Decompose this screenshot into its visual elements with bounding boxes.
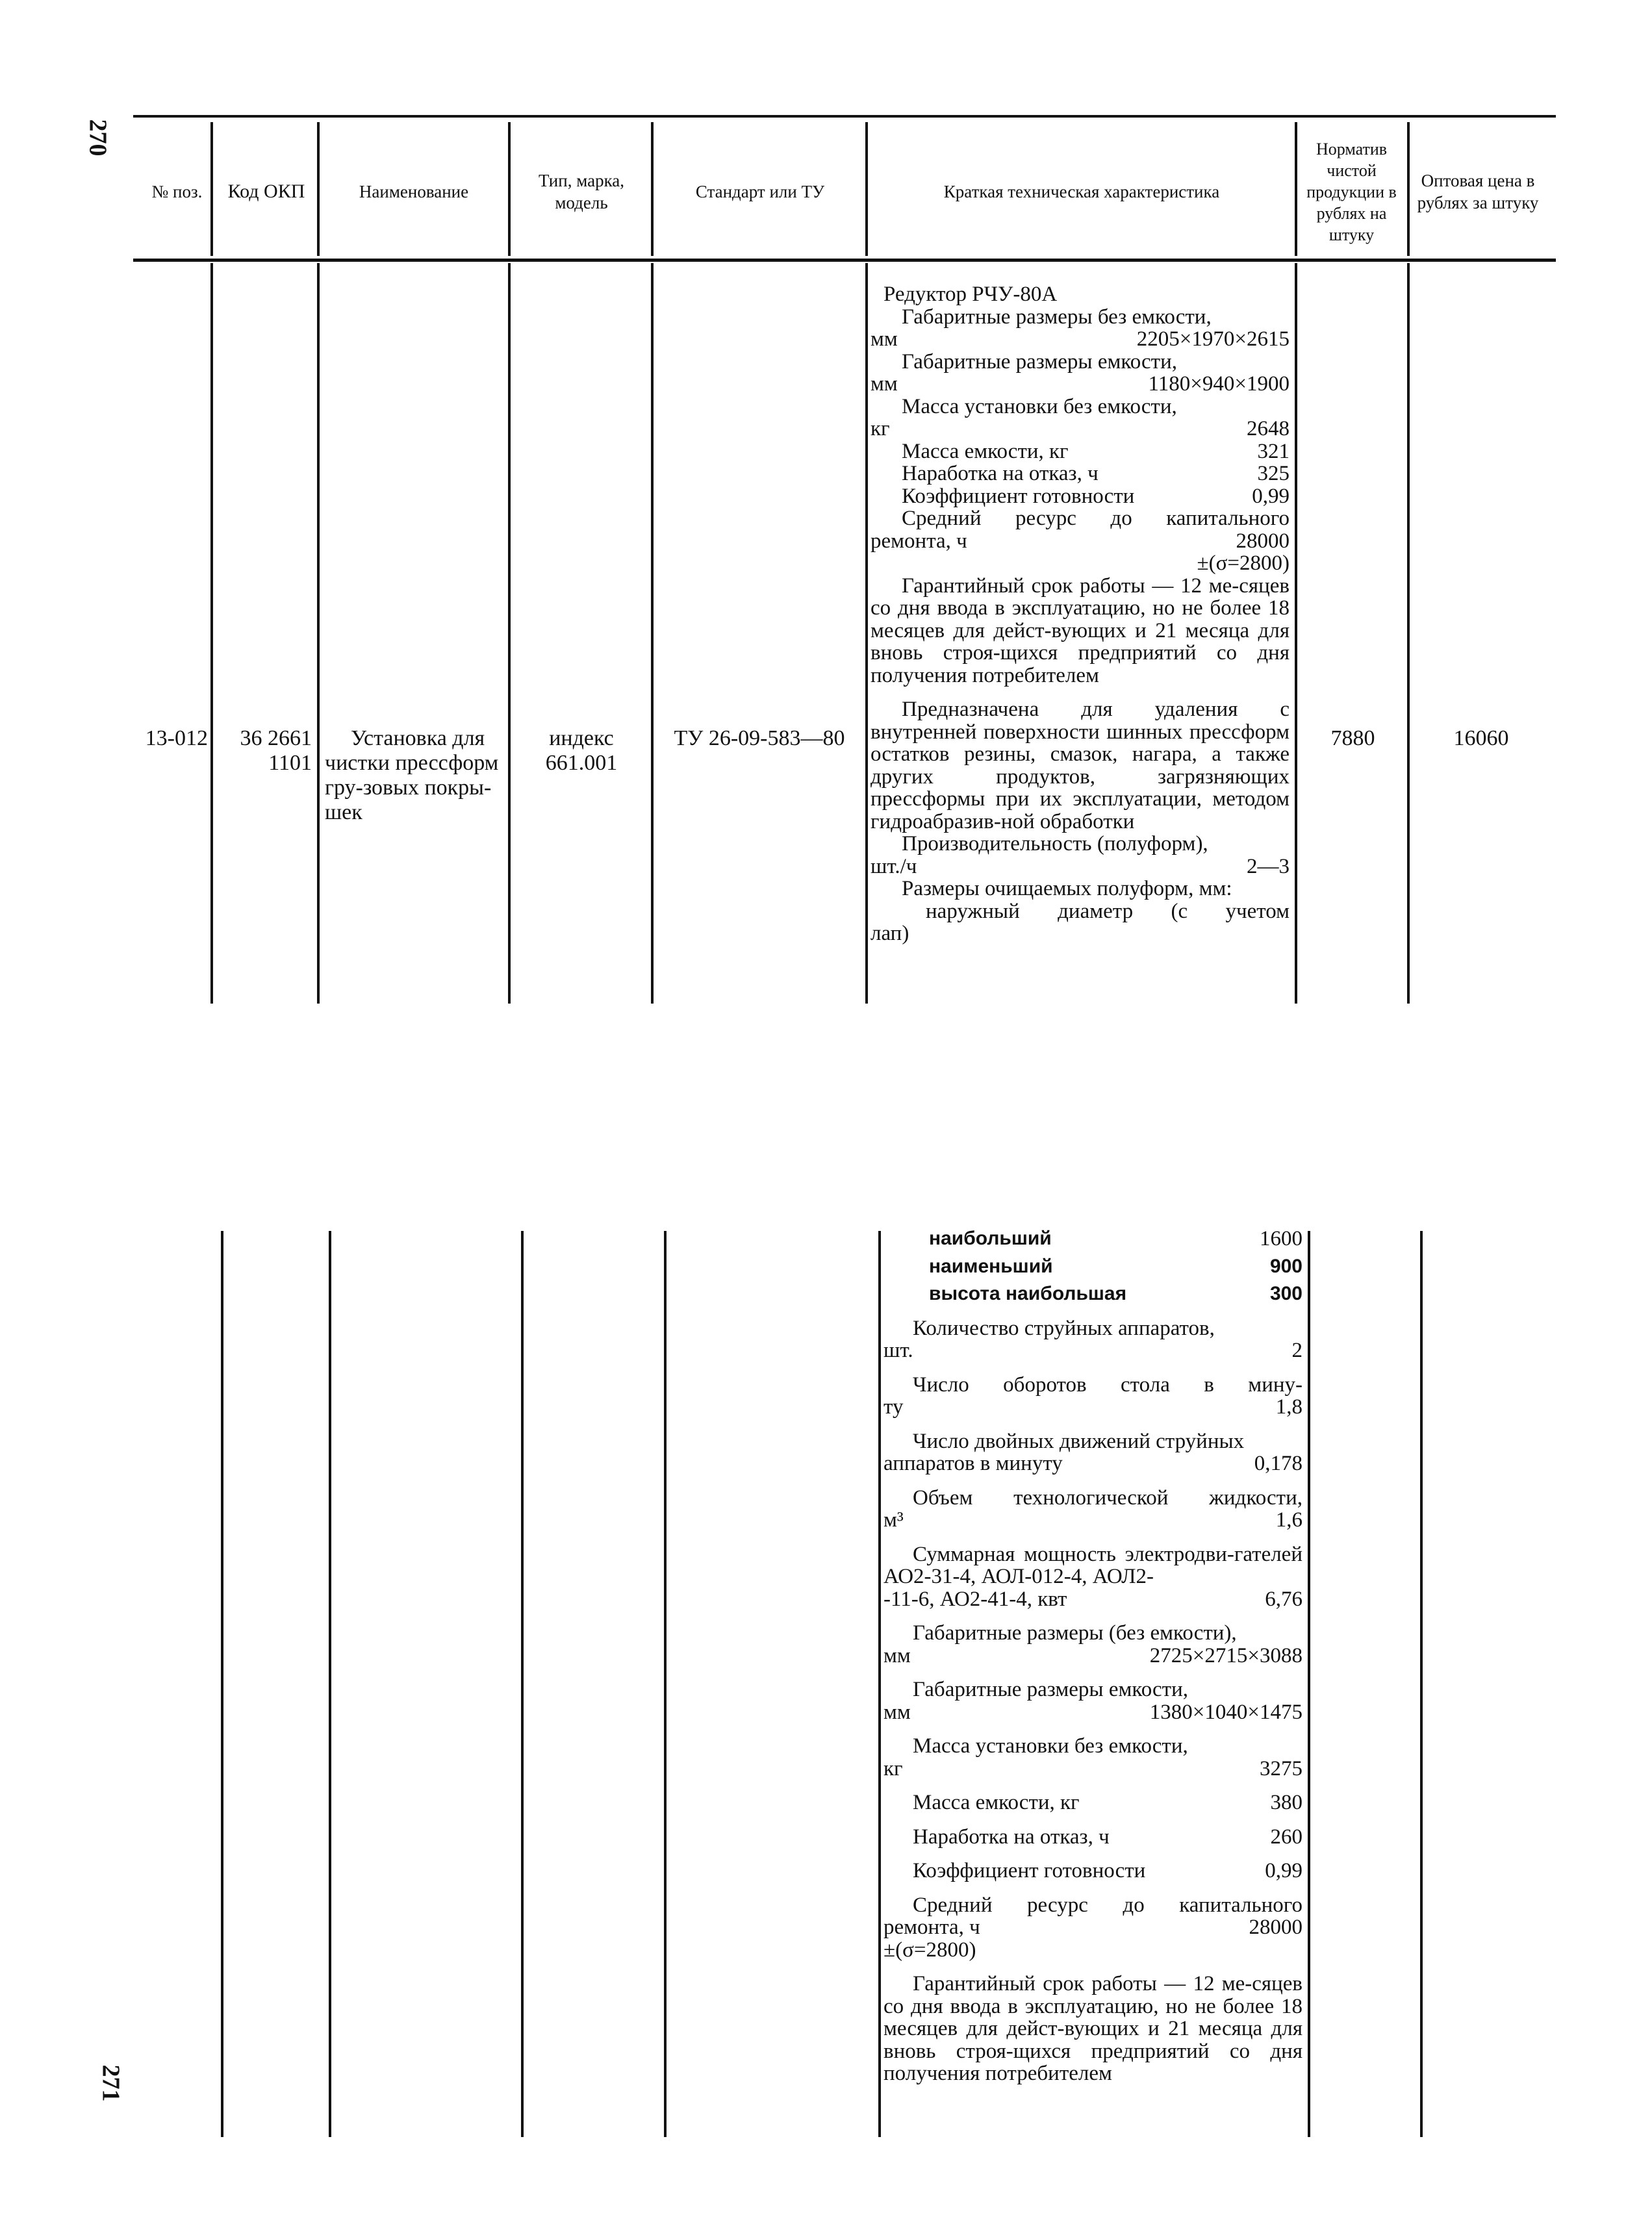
row-price: 16060 [1453,726,1509,750]
header-price: Оптовая цена в рублях за штуку [1417,171,1539,212]
spec-label: высота наибольшая [929,1283,1127,1304]
spec-paragraph: Суммарная мощность электродви-гателей АО2-31-4, АОЛ-012-4, АОЛ2- [883,1542,1303,1588]
spec-line: Габаритные размеры без емкости, [902,305,1212,329]
row-type-2: 661.001 [545,751,618,775]
row-name: Установка для чистки прессформ гру-зовых покры-шек [325,726,499,824]
spec-label: м³ [883,1508,904,1532]
spec-top [870,283,1290,945]
spec-label: Коэффициент готовности [902,484,1135,508]
table-header-rule [133,259,1556,262]
spec-line: наружный диаметр (с учетом [926,899,1290,923]
header-divider [1295,122,1297,256]
spec-value: 2 [1291,1339,1303,1362]
column-divider [1420,1231,1423,2137]
spec-line: Размеры очищаемых полуформ, мм: [902,877,1232,900]
spec-label: ремонта, ч [870,529,967,553]
spec-value: 380 [1270,1791,1303,1814]
header-standard: Стандарт или ТУ [695,182,825,201]
spec-line: лап) [870,922,909,945]
spec-value: 1,8 [1275,1395,1303,1419]
spec-value: 0,178 [1254,1452,1303,1475]
spec-label: ту [883,1395,904,1419]
spec-value: 1380×1040×1475 [1149,1700,1303,1724]
spec-line: Число оборотов стола в мину- [913,1373,1303,1397]
spec-label: мм [883,1643,911,1667]
column-divider [651,263,654,1004]
header-num: № поз. [151,182,203,201]
spec-value: 2—3 [1247,854,1290,878]
spec-line: Масса установки без емкости, [902,394,1177,418]
column-divider [210,263,213,1004]
column-divider [317,263,320,1004]
spec-label: аппаратов в минуту [883,1452,1063,1475]
column-divider [221,1231,223,2137]
spec-line: Масса установки без емкости, [913,1734,1188,1758]
header-okp: Код ОКП [227,181,305,202]
spec-label: ремонта, ч [883,1916,980,1939]
spec-value: 6,76 [1265,1587,1303,1611]
spec-line: Средний ресурс до капитального [902,507,1290,530]
spec-value: 2205×1970×2615 [1136,327,1290,351]
column-divider [664,1231,667,2137]
header-spec: Краткая техническая характеристика [943,182,1220,201]
spec-label: Масса емкости, кг [913,1791,1080,1814]
spec-line: Объем технологической жидкости, [913,1486,1303,1510]
spec-label: мм [870,327,898,351]
spec-line: Число двойных движений струйных [913,1429,1245,1453]
header-divider [651,122,654,256]
spec-value: 300 [1269,1283,1303,1304]
column-divider [1295,263,1297,1004]
spec-value: 0,99 [1252,484,1290,508]
spec-value: 900 [1269,1255,1303,1277]
row-type-1: индекс [549,726,614,750]
spec-label: -11-6, АО2-41-4, квт [883,1587,1067,1611]
spec-value: 325 [1257,462,1290,485]
spec-line: Средний ресурс до капитального [913,1893,1303,1917]
spec-line: Габаритные размеры емкости, [902,349,1178,373]
row-okp-2: 1101 [268,751,312,775]
spec-label: Коэффициент готовности [913,1859,1146,1882]
spec-paragraph: Гарантийный срок работы — 12 ме-сяцев со дня ввода в эксплуатацию, но не более 18 месяцев для дейст-вующих и 21 месяца для вновь строя-щихся предприятий со дня получения потребителем [870,574,1290,687]
spec-value: 28000 [1249,1916,1303,1939]
spec-label: Наработка на отказ, ч [913,1825,1110,1849]
spec-line: Габаритные размеры (без емкости), [913,1621,1237,1645]
spec-label: кг [870,417,890,440]
spec-value: 1,6 [1275,1508,1303,1532]
spec-bottom [883,1228,1303,2085]
spec-label: наименьший [929,1255,1053,1277]
spec-label: кг [883,1756,903,1780]
spec-label: мм [870,372,898,396]
spec-value: 3275 [1260,1756,1303,1780]
spec-paragraph: Предназначена для удаления с внутренней поверхности шинных прессформ остатков резины, смазок, нагара, а также других продуктов, загрязняющих прессформы при их эксплуатации, методом гидроабразив-ной обработки [870,698,1290,833]
spec-label: шт./ч [870,854,917,878]
spec-label: мм [883,1700,911,1724]
spec-line: Редуктор РЧУ-80А [883,283,1058,306]
column-divider [1407,263,1410,1004]
header-divider [508,122,511,256]
spec-value: 2725×2715×3088 [1149,1643,1303,1667]
page-number-bottom: 271 [97,2064,125,2102]
column-divider [865,263,868,1004]
header-divider [317,122,320,256]
header-name: Наименование [359,182,469,201]
spec-label: шт. [883,1339,913,1362]
spec-line: ±(σ=2800) [883,1938,976,1962]
spec-line: Количество струйных аппаратов, [913,1316,1215,1340]
header-divider [865,122,868,256]
column-divider [508,263,511,1004]
row-norm: 7880 [1330,726,1375,750]
column-divider [1308,1231,1310,2137]
spec-value: 321 [1257,439,1290,463]
spec-value: 1180×940×1900 [1148,372,1290,396]
row-num: 13-012 [145,726,208,750]
spec-value: 260 [1270,1825,1303,1849]
header-type: Тип, марка, модель [538,171,625,212]
spec-value: 1600 [1260,1227,1303,1250]
header-norm: Норматив чистой продукции в рублях на штуку [1306,139,1397,244]
column-divider [329,1231,331,2137]
spec-value: 28000 [1236,529,1290,553]
spec-line: ±(σ=2800) [1197,551,1290,575]
page-number-top: 270 [84,119,112,157]
header-divider [1407,122,1410,256]
spec-value: 0,99 [1265,1859,1303,1882]
row-standard: ТУ 26-09-583—80 [674,726,845,750]
header-divider [210,122,213,256]
spec-value: 2648 [1247,417,1290,440]
spec-label: наибольший [929,1228,1052,1249]
spec-paragraph: Гарантийный срок работы — 12 ме-сяцев со дня ввода в эксплуатацию, но не более 18 месяцев для дейст-вующих и 21 месяца для вновь строя-щихся предприятий со дня получения потребителем [883,1972,1303,2085]
column-divider [878,1231,881,2137]
row-okp-1: 36 2661 [240,726,312,750]
spec-label: Масса емкости, кг [902,439,1069,463]
column-divider [521,1231,524,2137]
table-top-rule [133,115,1556,118]
spec-line: Габаритные размеры емкости, [913,1678,1189,1701]
spec-line: Производительность (полуформ), [902,832,1208,855]
spec-label: Наработка на отказ, ч [902,462,1099,485]
